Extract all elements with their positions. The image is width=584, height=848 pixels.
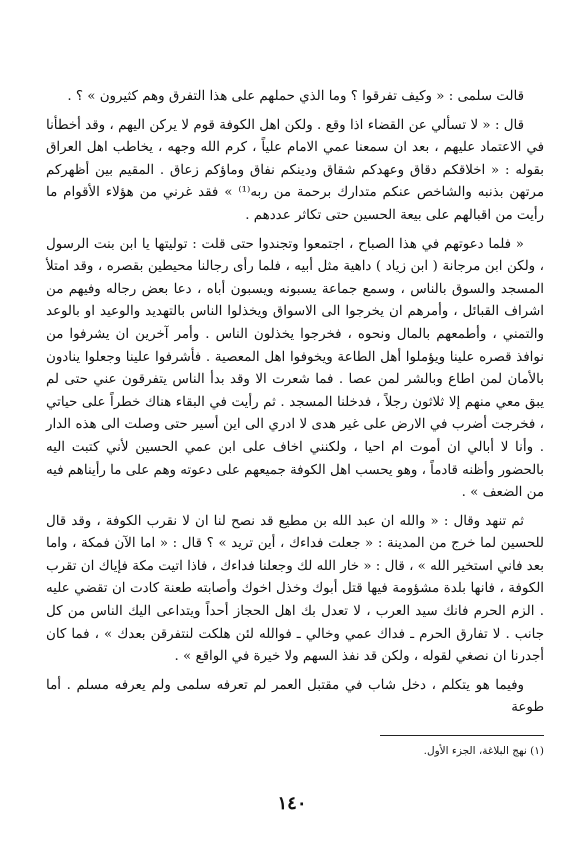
paragraph-kufa-people: قال : « لا تسألي عن القضاء اذا وقع . ولكن اهل الكوفة قوم لا يركن اليهم ، وقد أخطأنا في الاعتماد عليهم ، بعد ان سمعنا عمي الامام علياً ، كرم الله وجهه ، يخاطب اهل العراق بقوله : « اخلاقكم دقاق وعهدكم شقاق ودينكم نفاق وماؤكم زعاق . المقيم بين أظهركم مرتهن بذنبه والشاخص عنكم متدارك برحمة من ربه⁽¹⁾ » فقد غرني من هؤلاء الأقوام ما رأيت من اقبالهم على بيعة الحسين حتى تكاثر عددهم . — [46, 117, 544, 223]
paragraph-young-man-enters: وفيما هو يتكلم ، دخل شاب في مقتبل العمر لم تعرفه سلمى ولم يعرفه مسلم . أما طوعة — [46, 677, 544, 716]
footnote: (١) نهج البلاغة، الجزء الأول. — [423, 745, 544, 757]
paragraph-salma-question: قالت سلمى : « وكيف تفرقوا ؟ وما الذي حملهم على هذا التفرق وهم كثيرون » ؟ . — [67, 89, 524, 104]
page-number: ١٤٠ — [277, 793, 307, 814]
paragraph-ibn-muti-advice: ثم تنهد وقال : « والله ان عبد الله بن مطيع قد نصح لنا ان لا نقرب الكوفة ، وقد قال للحسين لما خرج من المدينة : « جعلت فداءك ، أين تريد » ؟ قال : « اما الآن فمكة ، واما بعد فاني استخير الله » ، قال : « خار الله لك وجعلنا فداءك ، فاذا اتيت مكة فإياك ان تقرب الكوفة ، فانها بلدة مشؤومة فيها قتل أبوك وخذل اخوك وأصابته طعنة كادت ان تقضي عليه . الزم الحرم فانك سيد العرب ، لا تعدل بك اهل الحجاز أحداً ويتداعى اليك الناس من كل جانب . لا تفارق الحرم ـ فداك عمي وخالي ـ فوالله لئن هلكت لنتفرقن بعدك » ، فما كان أجدرنا ان نصغي لقوله ، ولكن قد نفذ السهم ولا خيرة في الواقع » . — [46, 513, 544, 665]
footnote-divider — [380, 735, 544, 736]
paragraph-morning-gathering: « فلما دعوتهم في هذا الصباح ، اجتمعوا وتجندوا حتى قلت : توليتها يا ابن بنت الرسول ، ولكن ابن مرجانة ( ابن زياد ) داهية مثل أبيه ، فلما رأى رجالنا محيطين بقصره ، وقد امتلأ المسجد والسوق بالناس ، وسمع جماعة يسبونه ويسبون أباه ، دعا بعض رجاله وفيهم من اشراف القبائل ، وأمرهم ان يخرجوا الى الاسواق ويخذلوا الناس بالتهديد والوعيد او بالوعد والتمني ، وأطمعهم بالمال ونحوه ، فخرجوا يخذلون الناس . وأمر آخرين ان يشرفوا من نوافذ قصره علينا ويؤملوا أهل الطاعة ويخوفوا اهل المعصية . فأشرفوا علينا وجعلوا ينادون بالأمان لمن اطاع وبالشر لمن عصا . فما شعرت الا وقد بدأ الناس يتفرقون عني حتى لم يبق معي منهم إلا ثلاثون رجلاً ، فدخلنا المسجد . ثم رأيت في البقاء هناك خطراً على حياتي ، فخرجت أضرب في الارض على غير هدى لا ادري الى اين أسير حتى وصلت الى هذه الدار . وأنا لا أبالي ان أموت ام احيا ، ولكنني اخاف على ابن عمي الحسين لأني كتبت اليه بالحضور وأظنه قادماً ، وهو يحسب اهل الكوفة جميعهم على دعوته وهم على ما رأيناهم فيه من الضعف » . — [46, 236, 544, 501]
body-text — [46, 86, 544, 720]
